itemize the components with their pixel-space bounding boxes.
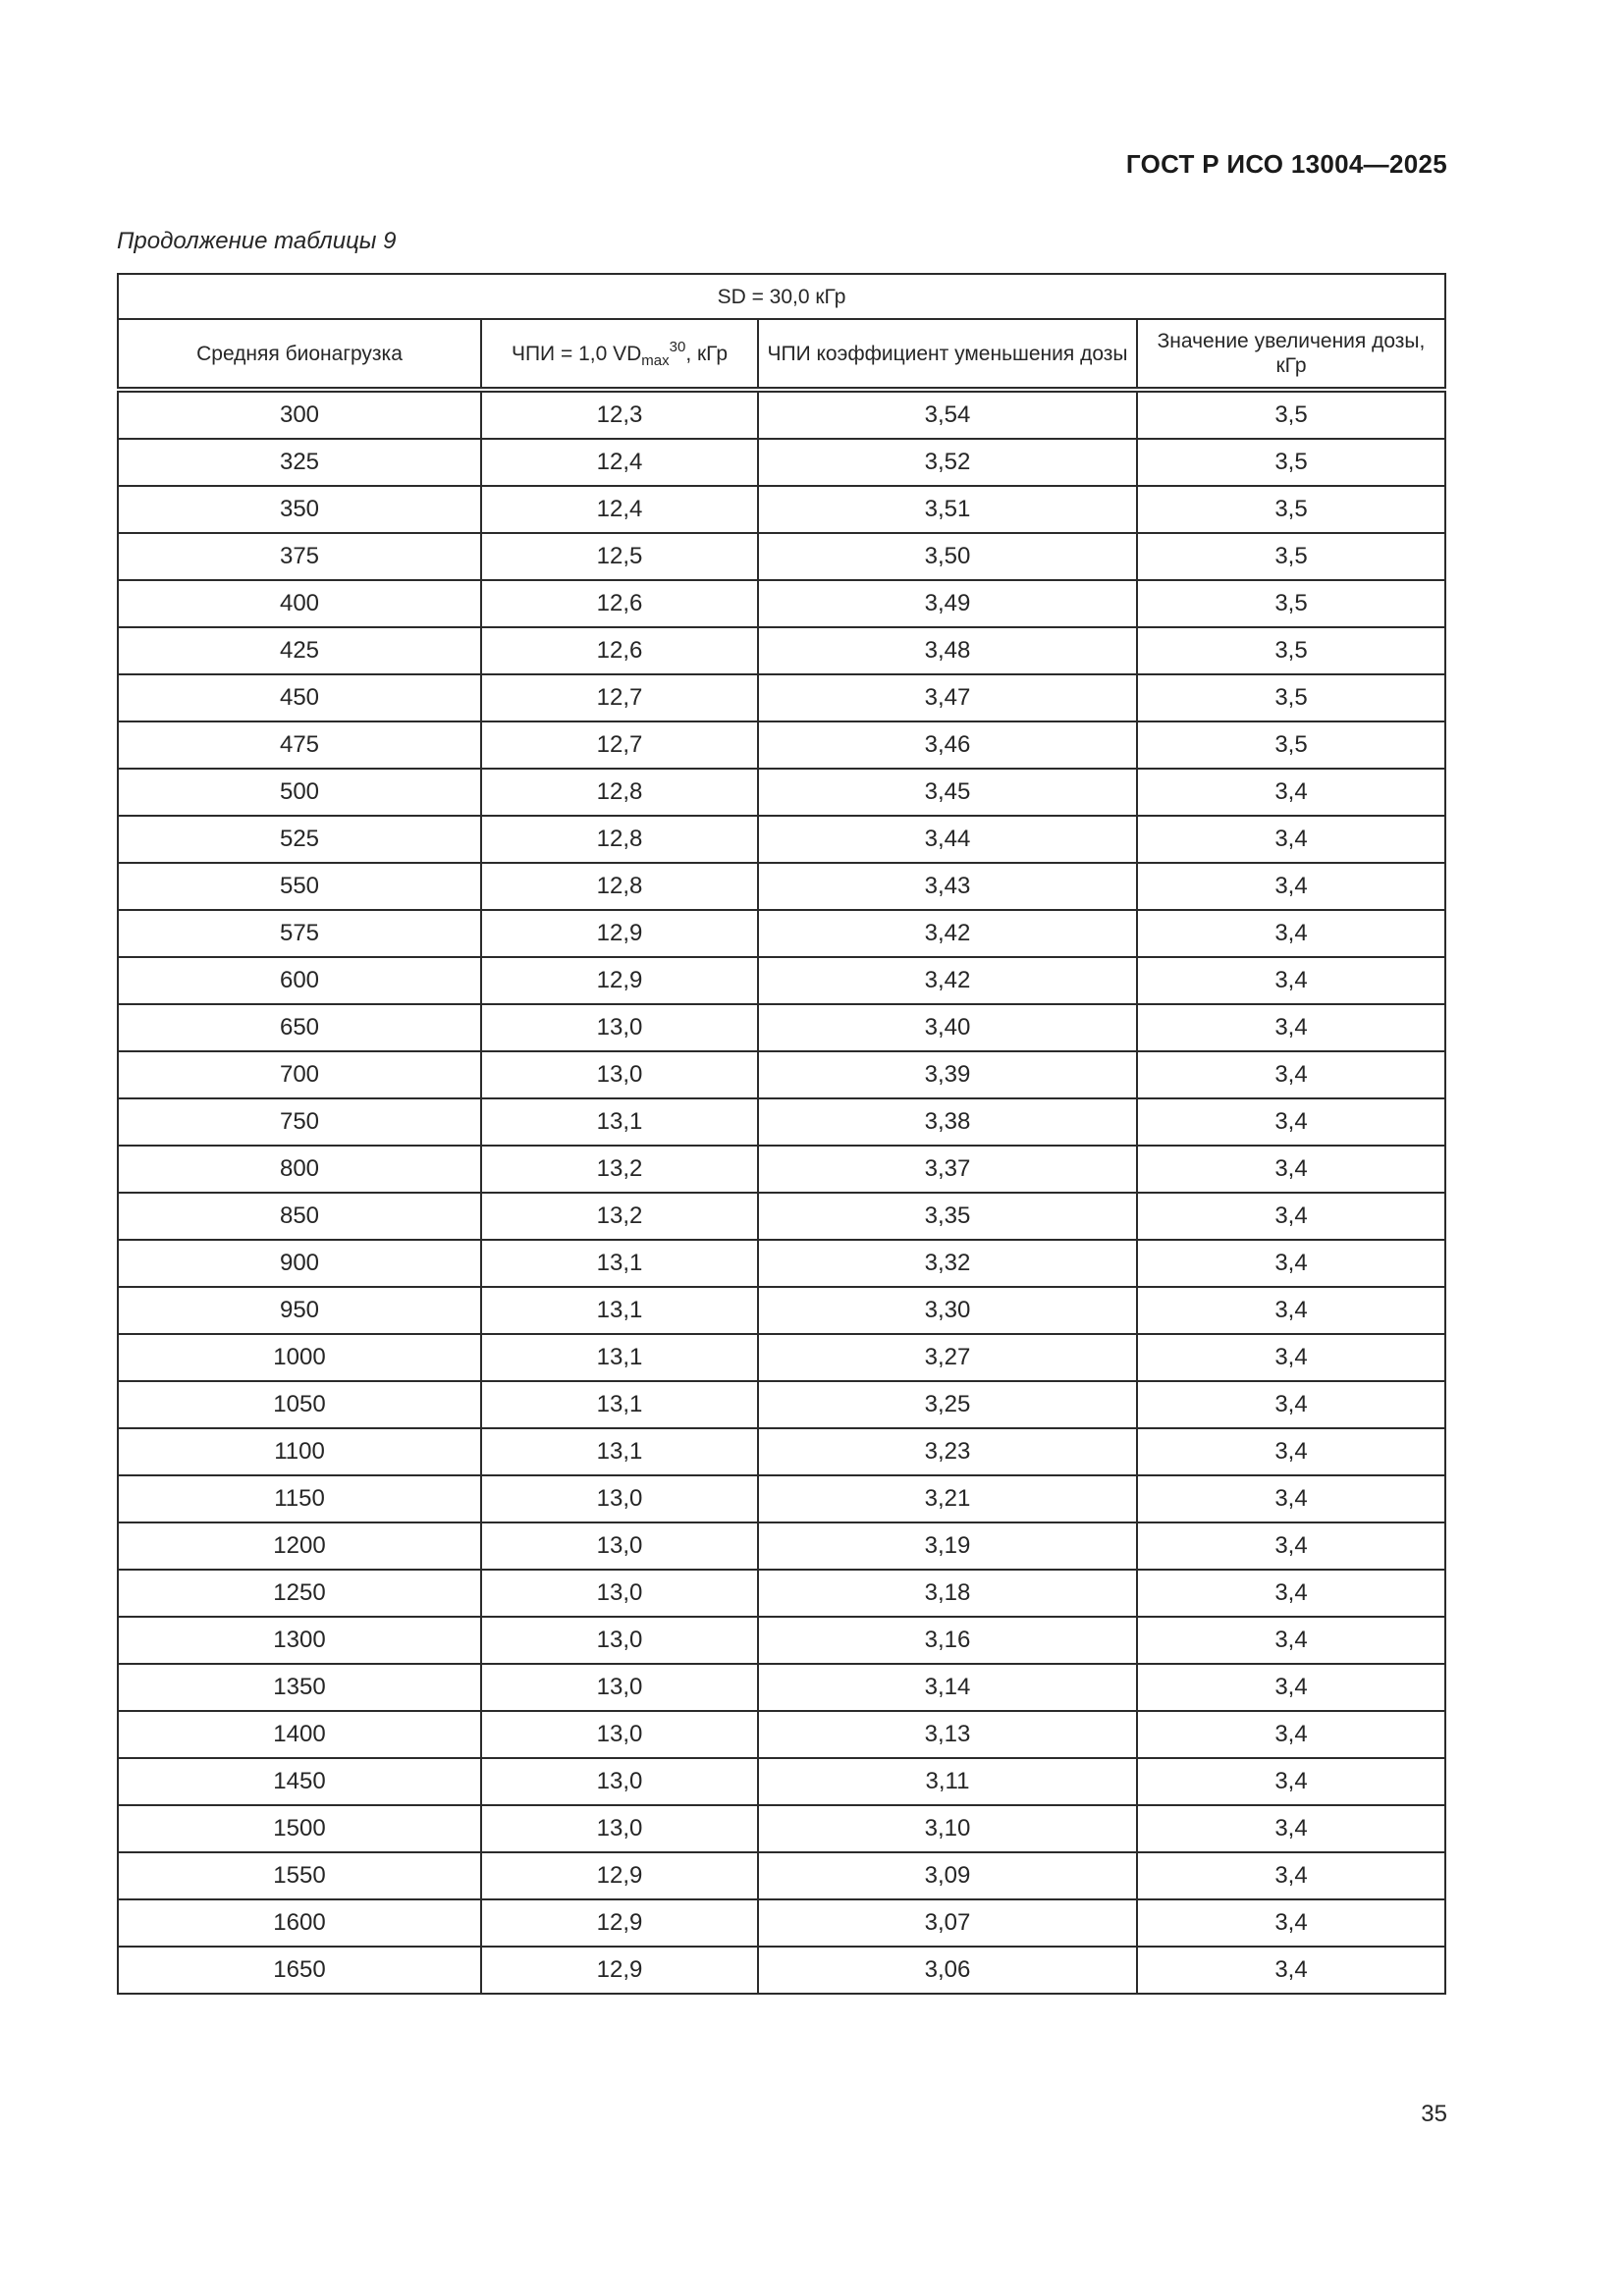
cell-bioburden: 1100 (118, 1428, 481, 1475)
cell-vd-max: 13,0 (481, 1617, 758, 1664)
vd-subscript: max (641, 351, 670, 369)
cell-bioburden: 1650 (118, 1947, 481, 1994)
table-row (118, 1617, 1445, 1664)
cell-bioburden: 850 (118, 1193, 481, 1240)
cell-bioburden: 450 (118, 674, 481, 721)
cell-vd-max: 12,9 (481, 1947, 758, 1994)
table-row (118, 627, 1445, 674)
cell-vd-max: 13,0 (481, 1522, 758, 1570)
cell-dose-reduction: 3,23 (758, 1428, 1137, 1475)
cell-dose-reduction: 3,19 (758, 1522, 1137, 1570)
cell-vd-max: 13,0 (481, 1758, 758, 1805)
cell-bioburden: 1600 (118, 1899, 481, 1947)
cell-vd-max: 12,8 (481, 816, 758, 863)
table-row (118, 1664, 1445, 1711)
cell-dose-increase: 3,4 (1137, 1805, 1445, 1852)
cell-dose-reduction: 3,11 (758, 1758, 1137, 1805)
cell-dose-increase: 3,5 (1137, 390, 1445, 439)
table-row (118, 1334, 1445, 1381)
table-row (118, 390, 1445, 439)
cell-vd-max: 13,0 (481, 1475, 758, 1522)
cell-dose-increase: 3,4 (1137, 1570, 1445, 1617)
cell-dose-increase: 3,4 (1137, 1947, 1445, 1994)
cell-dose-increase: 3,5 (1137, 486, 1445, 533)
cell-dose-reduction: 3,54 (758, 390, 1137, 439)
table-row (118, 910, 1445, 957)
table-row (118, 863, 1445, 910)
cell-bioburden: 1050 (118, 1381, 481, 1428)
cell-vd-max: 13,0 (481, 1711, 758, 1758)
cell-dose-reduction: 3,18 (758, 1570, 1137, 1617)
cell-dose-reduction: 3,40 (758, 1004, 1137, 1051)
cell-bioburden: 1550 (118, 1852, 481, 1899)
table-row (118, 1381, 1445, 1428)
page-number: 35 (1421, 2101, 1447, 2127)
cell-dose-reduction: 3,16 (758, 1617, 1137, 1664)
cell-dose-increase: 3,4 (1137, 1428, 1445, 1475)
table-row (118, 1570, 1445, 1617)
cell-dose-increase: 3,4 (1137, 957, 1445, 1004)
column-header-dose-increase: Значение увеличения дозы, кГр (1137, 319, 1445, 390)
cell-bioburden: 500 (118, 769, 481, 816)
cell-dose-reduction: 3,25 (758, 1381, 1137, 1428)
cell-dose-reduction: 3,51 (758, 486, 1137, 533)
cell-dose-reduction: 3,50 (758, 533, 1137, 580)
cell-bioburden: 425 (118, 627, 481, 674)
vd-superscript: 30 (669, 338, 686, 355)
cell-vd-max: 12,4 (481, 439, 758, 486)
cell-dose-increase: 3,4 (1137, 1051, 1445, 1098)
cell-vd-max: 12,6 (481, 580, 758, 627)
cell-bioburden: 1150 (118, 1475, 481, 1522)
cell-dose-increase: 3,5 (1137, 533, 1445, 580)
cell-vd-max: 13,1 (481, 1428, 758, 1475)
cell-vd-max: 13,0 (481, 1051, 758, 1098)
column-header-row (118, 319, 1445, 390)
cell-vd-max: 12,3 (481, 390, 758, 439)
cell-vd-max: 12,8 (481, 769, 758, 816)
table-row (118, 674, 1445, 721)
cell-bioburden: 1500 (118, 1805, 481, 1852)
sd-header-row (118, 274, 1445, 319)
table-row (118, 1098, 1445, 1146)
cell-dose-increase: 3,4 (1137, 1287, 1445, 1334)
cell-bioburden: 1300 (118, 1617, 481, 1664)
cell-dose-increase: 3,4 (1137, 1711, 1445, 1758)
cell-vd-max: 12,9 (481, 1852, 758, 1899)
cell-dose-increase: 3,4 (1137, 910, 1445, 957)
sd-group-header: SD = 30,0 кГр (118, 274, 1445, 319)
cell-dose-reduction: 3,38 (758, 1098, 1137, 1146)
table-body (118, 390, 1445, 1994)
cell-dose-reduction: 3,14 (758, 1664, 1137, 1711)
column-header-dose-reduction: ЧПИ коэффициент уменьшения дозы (758, 319, 1137, 390)
cell-bioburden: 900 (118, 1240, 481, 1287)
cell-vd-max: 13,0 (481, 1004, 758, 1051)
cell-vd-max: 12,9 (481, 910, 758, 957)
cell-bioburden: 750 (118, 1098, 481, 1146)
cell-dose-reduction: 3,45 (758, 769, 1137, 816)
cell-bioburden: 300 (118, 390, 481, 439)
cell-dose-reduction: 3,42 (758, 910, 1137, 957)
cell-bioburden: 525 (118, 816, 481, 863)
cell-dose-increase: 3,4 (1137, 1334, 1445, 1381)
cell-dose-increase: 3,5 (1137, 674, 1445, 721)
table-row (118, 1899, 1445, 1947)
cell-bioburden: 550 (118, 863, 481, 910)
cell-dose-increase: 3,4 (1137, 1899, 1445, 1947)
cell-dose-increase: 3,4 (1137, 1381, 1445, 1428)
cell-bioburden: 475 (118, 721, 481, 769)
cell-vd-max: 13,1 (481, 1381, 758, 1428)
cell-vd-max: 13,0 (481, 1805, 758, 1852)
table-row (118, 439, 1445, 486)
vd-prefix: ЧПИ = 1,0 VD (511, 342, 642, 365)
cell-dose-reduction: 3,43 (758, 863, 1137, 910)
cell-bioburden: 800 (118, 1146, 481, 1193)
cell-dose-reduction: 3,09 (758, 1852, 1137, 1899)
table-row (118, 1711, 1445, 1758)
cell-vd-max: 13,0 (481, 1664, 758, 1711)
cell-bioburden: 400 (118, 580, 481, 627)
vd-suffix: , кГр (685, 342, 729, 365)
cell-bioburden: 375 (118, 533, 481, 580)
cell-vd-max: 12,4 (481, 486, 758, 533)
cell-dose-increase: 3,4 (1137, 1098, 1445, 1146)
cell-vd-max: 13,0 (481, 1570, 758, 1617)
cell-dose-reduction: 3,21 (758, 1475, 1137, 1522)
cell-vd-max: 13,2 (481, 1193, 758, 1240)
cell-bioburden: 1000 (118, 1334, 481, 1381)
cell-bioburden: 575 (118, 910, 481, 957)
cell-dose-increase: 3,5 (1137, 439, 1445, 486)
table-row (118, 1852, 1445, 1899)
cell-bioburden: 1250 (118, 1570, 481, 1617)
cell-dose-reduction: 3,42 (758, 957, 1137, 1004)
table-row (118, 957, 1445, 1004)
cell-bioburden: 1350 (118, 1664, 481, 1711)
cell-vd-max: 12,8 (481, 863, 758, 910)
table-row (118, 1051, 1445, 1098)
cell-dose-increase: 3,5 (1137, 580, 1445, 627)
cell-dose-reduction: 3,49 (758, 580, 1137, 627)
cell-dose-increase: 3,4 (1137, 1522, 1445, 1570)
document-standard-header: ГОСТ Р ИСО 13004—2025 (1125, 149, 1447, 179)
cell-dose-increase: 3,4 (1137, 816, 1445, 863)
cell-bioburden: 650 (118, 1004, 481, 1051)
cell-dose-increase: 3,4 (1137, 769, 1445, 816)
cell-dose-increase: 3,4 (1137, 1664, 1445, 1711)
cell-vd-max: 12,9 (481, 1899, 758, 1947)
cell-vd-max: 13,1 (481, 1240, 758, 1287)
cell-bioburden: 350 (118, 486, 481, 533)
cell-dose-reduction: 3,35 (758, 1193, 1137, 1240)
table-row (118, 580, 1445, 627)
cell-dose-increase: 3,4 (1137, 1617, 1445, 1664)
cell-bioburden: 600 (118, 957, 481, 1004)
column-header-vd-max (481, 319, 758, 390)
cell-dose-reduction: 3,30 (758, 1287, 1137, 1334)
table-caption: Продолжение таблицы 9 (117, 228, 397, 254)
table-row (118, 486, 1445, 533)
cell-dose-increase: 3,5 (1137, 627, 1445, 674)
table-row (118, 1287, 1445, 1334)
table-row (118, 1004, 1445, 1051)
cell-vd-max: 12,7 (481, 721, 758, 769)
table-row (118, 1475, 1445, 1522)
cell-vd-max: 12,5 (481, 533, 758, 580)
cell-vd-max: 13,1 (481, 1287, 758, 1334)
cell-vd-max: 13,1 (481, 1334, 758, 1381)
table-row (118, 533, 1445, 580)
cell-dose-reduction: 3,10 (758, 1805, 1137, 1852)
cell-dose-reduction: 3,47 (758, 674, 1137, 721)
cell-dose-increase: 3,4 (1137, 1758, 1445, 1805)
table-row (118, 1758, 1445, 1805)
cell-dose-increase: 3,4 (1137, 1240, 1445, 1287)
cell-dose-reduction: 3,52 (758, 439, 1137, 486)
table-row (118, 769, 1445, 816)
cell-dose-reduction: 3,06 (758, 1947, 1137, 1994)
cell-dose-reduction: 3,07 (758, 1899, 1137, 1947)
cell-bioburden: 1200 (118, 1522, 481, 1570)
cell-vd-max: 13,1 (481, 1098, 758, 1146)
table-row (118, 1522, 1445, 1570)
table-row (118, 721, 1445, 769)
cell-dose-reduction: 3,37 (758, 1146, 1137, 1193)
column-header-bioburden: Средняя бионагрузка (118, 319, 481, 390)
table-row (118, 1240, 1445, 1287)
cell-dose-increase: 3,4 (1137, 1004, 1445, 1051)
cell-vd-max: 13,2 (481, 1146, 758, 1193)
table-row (118, 1146, 1445, 1193)
cell-dose-increase: 3,4 (1137, 1193, 1445, 1240)
cell-bioburden: 950 (118, 1287, 481, 1334)
cell-dose-increase: 3,4 (1137, 1146, 1445, 1193)
cell-dose-increase: 3,4 (1137, 863, 1445, 910)
table-row (118, 816, 1445, 863)
cell-dose-reduction: 3,44 (758, 816, 1137, 863)
cell-bioburden: 1400 (118, 1711, 481, 1758)
cell-dose-reduction: 3,39 (758, 1051, 1137, 1098)
cell-bioburden: 700 (118, 1051, 481, 1098)
cell-dose-reduction: 3,46 (758, 721, 1137, 769)
cell-dose-reduction: 3,13 (758, 1711, 1137, 1758)
table-row (118, 1805, 1445, 1852)
cell-vd-max: 12,7 (481, 674, 758, 721)
cell-dose-reduction: 3,27 (758, 1334, 1137, 1381)
cell-dose-increase: 3,4 (1137, 1852, 1445, 1899)
cell-dose-increase: 3,5 (1137, 721, 1445, 769)
table-row (118, 1428, 1445, 1475)
cell-dose-increase: 3,4 (1137, 1475, 1445, 1522)
cell-bioburden: 1450 (118, 1758, 481, 1805)
dose-table (117, 273, 1446, 1995)
cell-bioburden: 325 (118, 439, 481, 486)
cell-dose-reduction: 3,32 (758, 1240, 1137, 1287)
cell-vd-max: 12,9 (481, 957, 758, 1004)
table-row (118, 1193, 1445, 1240)
table-row (118, 1947, 1445, 1994)
cell-vd-max: 12,6 (481, 627, 758, 674)
cell-dose-reduction: 3,48 (758, 627, 1137, 674)
